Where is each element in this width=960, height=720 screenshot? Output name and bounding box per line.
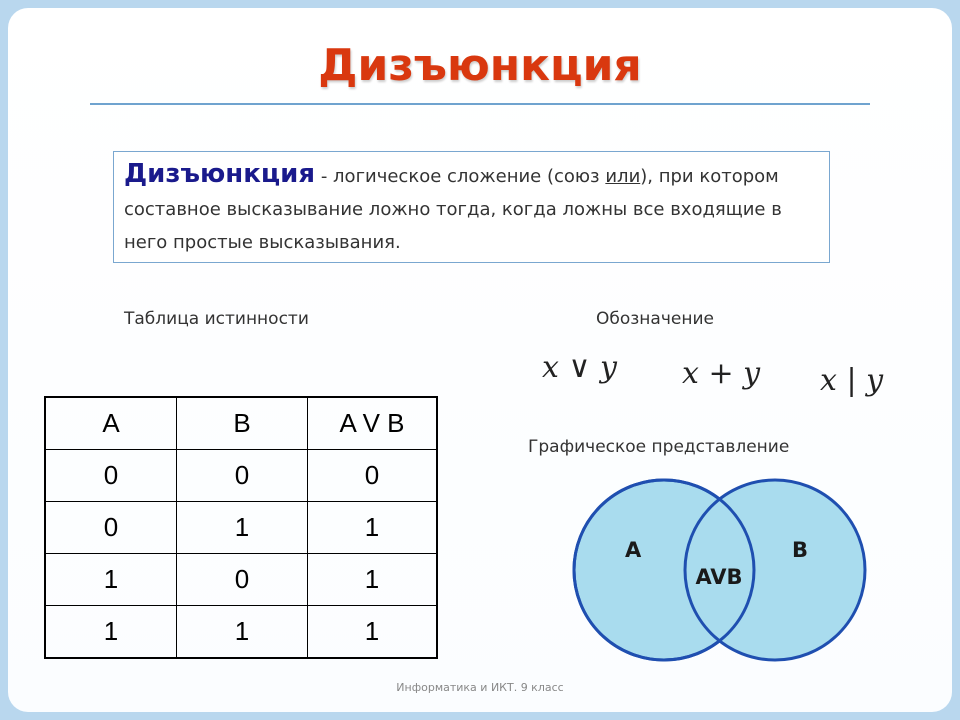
definition-or-word: или (605, 166, 641, 187)
venn-label-union: AVB (695, 565, 743, 589)
slide-title: Дизъюнкция (318, 40, 642, 91)
truth-table-cell: 1 (177, 606, 308, 659)
notation-form-1: x ∨ y (542, 350, 617, 385)
truth-table-cell: 0 (177, 450, 308, 502)
venn-label-b: B (792, 538, 809, 562)
truth-table-row (45, 606, 437, 659)
truth-table-cell: 1 (45, 554, 177, 606)
truth-table-header: A (45, 397, 177, 450)
venn-diagram (560, 468, 880, 668)
truth-table-cell: 1 (308, 606, 438, 659)
truth-table-row (45, 450, 437, 502)
title-underline (90, 103, 870, 105)
truth-table-header: B (177, 397, 308, 450)
notation-label: Обозначение (596, 309, 714, 329)
slide-footer: Информатика и ИКТ. 9 класс (396, 681, 564, 694)
definition-text (124, 158, 824, 259)
truth-table-cell: 1 (308, 502, 438, 554)
truth-table-label: Таблица истинности (124, 309, 309, 329)
truth-table (44, 396, 438, 659)
definition-text-before: логическое сложение (союз (333, 166, 606, 187)
notation-form-3: x | y (820, 363, 884, 398)
truth-table-header: A V B (308, 397, 438, 450)
definition-dash: - (315, 166, 334, 187)
truth-table-cell: 0 (45, 502, 177, 554)
truth-table-cell: 1 (45, 606, 177, 659)
definition-text-after: ), при котором составное высказывание ложно тогда, когда ложны все входящие в него простые высказывания. (124, 166, 782, 253)
definition-term: Дизъюнкция (124, 159, 316, 189)
truth-table-cell: 1 (177, 502, 308, 554)
truth-table-cell: 1 (308, 554, 438, 606)
truth-table-header-row (45, 397, 437, 450)
truth-table-cell: 0 (45, 450, 177, 502)
truth-table-row (45, 502, 437, 554)
graphic-label: Графическое представление (528, 437, 790, 457)
venn-label-a: A (625, 538, 642, 562)
truth-table-cell: 0 (308, 450, 438, 502)
notation-form-2: x + y (682, 356, 761, 391)
truth-table-cell: 0 (177, 554, 308, 606)
truth-table-row (45, 554, 437, 606)
